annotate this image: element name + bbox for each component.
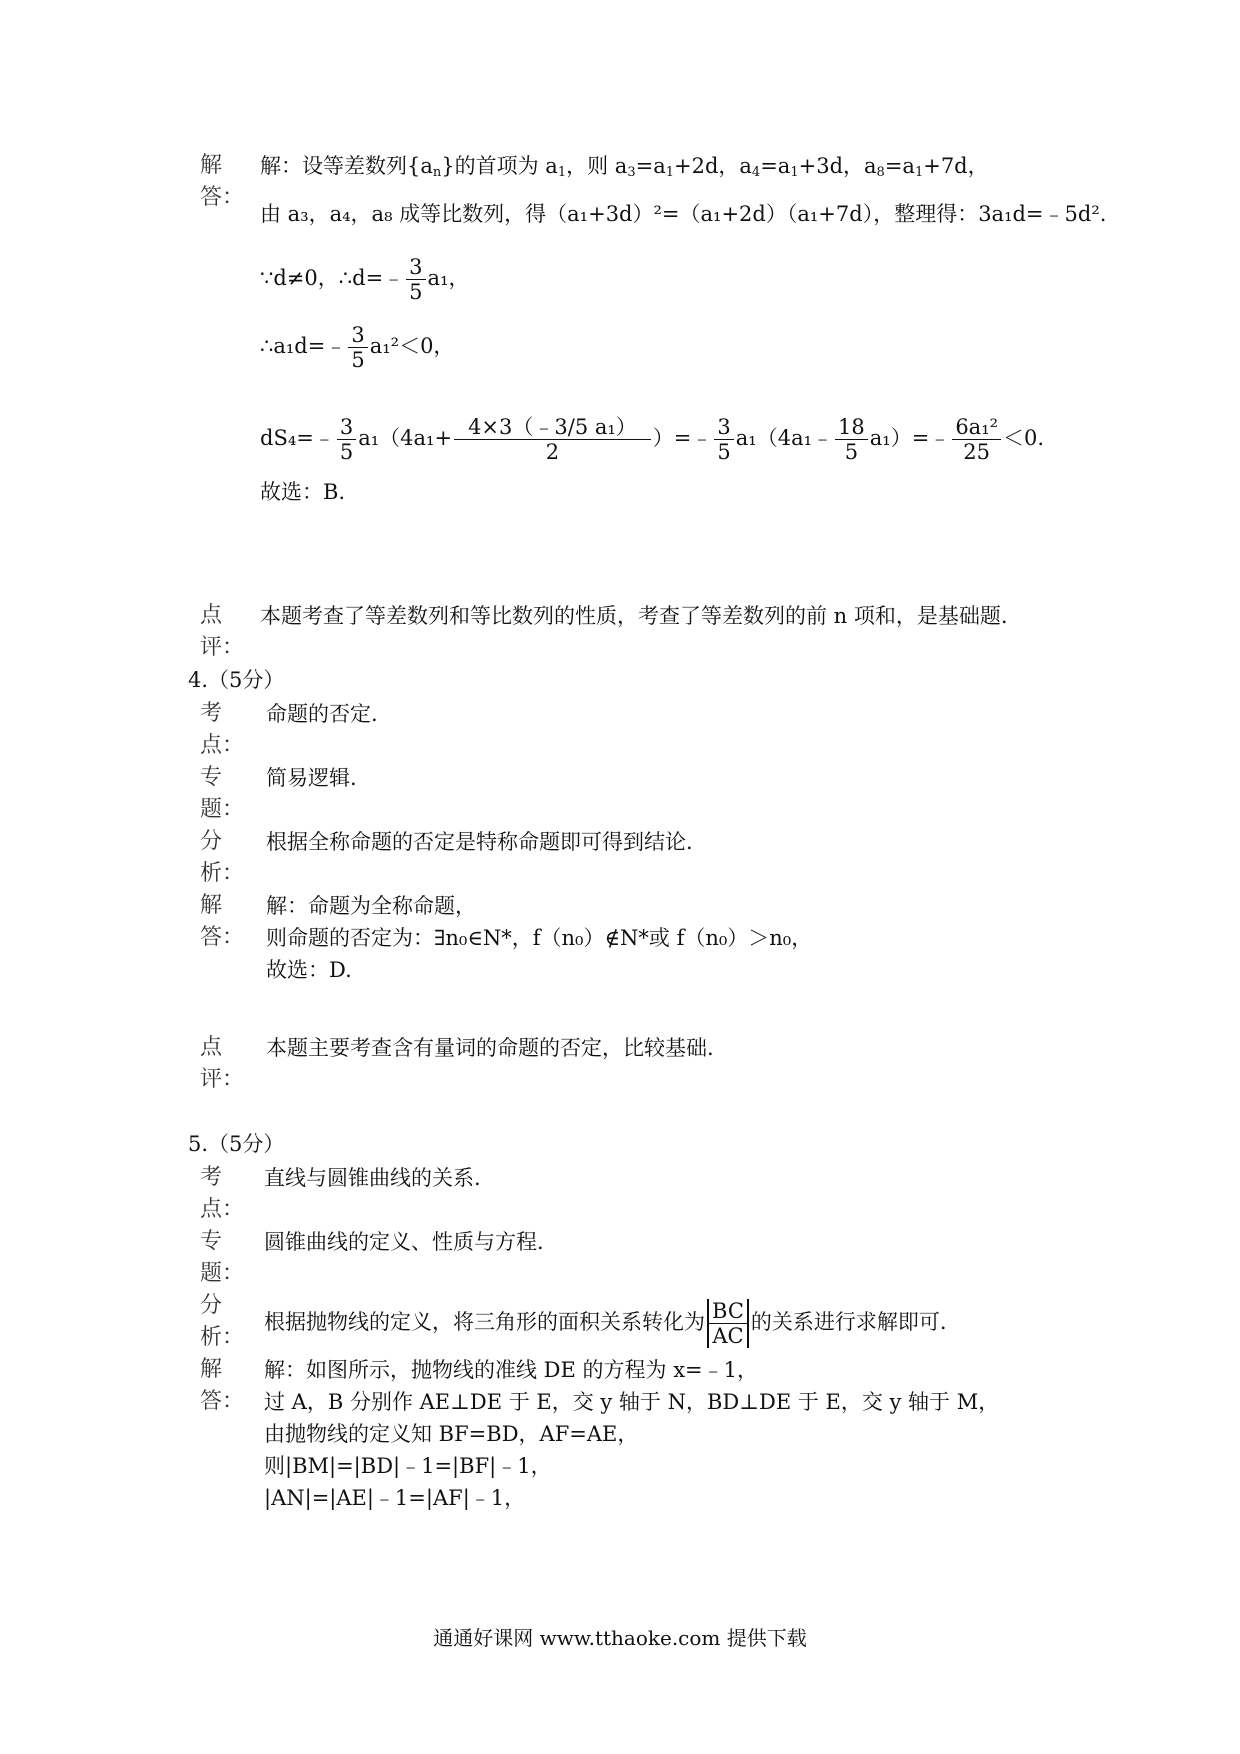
fraction: $\frac{3}{5}$ [337, 415, 356, 464]
q5-jieda-line-5: |AN|=|AE|﹣1=|AF|﹣1， [264, 1486, 526, 1510]
q5-zhuanti: 圆锥曲线的定义、性质与方程. [264, 1230, 544, 1254]
jieda-label: 解 答： [200, 893, 245, 950]
q4-header: 4.（5分） [188, 668, 285, 692]
q3-solution-line-3: ∵d≠0，∴d=﹣ $\frac{3}{5}$ a₁， [260, 255, 470, 304]
q5-jieda-line-1: 解：如图所示，抛物线的准线 DE 的方程为 x=﹣1， [264, 1358, 758, 1382]
fraction: $\frac{BC}{AC}$ [707, 1299, 749, 1348]
q5-jieda-line-4: 则|BM|=|BD|﹣1=|BF|﹣1， [264, 1454, 552, 1478]
fraction: $\frac{3}{5}$ [348, 323, 367, 372]
q4-dianping: 本题主要考查含有量词的命题的否定，比较基础. [266, 1036, 714, 1060]
fraction: $\frac{3}{5}$ [714, 415, 733, 464]
q3-solution-line-1: 解：设等差数列$\{a_n\}$的首项为 $a_1$，则 $a_3=a_1+2d$，$a_4=a_1+3d$，$a_8=a_1+7d$， [260, 154, 989, 180]
zhuanti-label: 专 题： [200, 765, 245, 822]
dianping-label: 点 评： [200, 1035, 245, 1092]
fraction: $\frac{\text{6a₁²}}{25}$ [952, 415, 1001, 464]
q3-solution-line-6: 故选：B. [260, 480, 346, 504]
comment-label: 点 评： [200, 603, 245, 660]
page-footer: 通通好课网 www.tthaoke.com 提供下载 [433, 1626, 807, 1650]
q5-header: 5.（5分） [188, 1132, 285, 1156]
jieda-label: 解 答： [200, 1357, 245, 1414]
q3-solution-line-4: ∴a₁d=﹣ $\frac{3}{5}$ a₁²＜0， [260, 323, 455, 372]
zhuanti-label: 专 题： [200, 1229, 245, 1286]
kaodian-label: 考 点： [200, 1165, 245, 1222]
kaodian-label: 考 点： [200, 701, 245, 758]
q5-fenxi: 根据抛物线的定义，将三角形的面积关系转化为 $\frac{BC}{AC}$ 的关系进行求解即可. [264, 1299, 947, 1348]
fenxi-label: 分 析： [200, 829, 245, 886]
fraction: $\frac{\text{4×3（﹣3/5 a₁）}}{2}$ [454, 415, 651, 464]
q3-solution-line-2: 由 a₃，a₄，a₈ 成等比数列，得（a₁+3d）²=（a₁+2d）（a₁+7d），整理得：3a₁d=﹣5d². [260, 202, 1107, 226]
q4-kaodian: 命题的否定. [266, 702, 378, 726]
q4-jieda-line-3: 故选：D. [266, 958, 352, 982]
q4-fenxi: 根据全称命题的否定是特称命题即可得到结论. [266, 830, 693, 854]
fraction: $\frac{18}{5}$ [835, 415, 868, 464]
q5-kaodian: 直线与圆锥曲线的关系. [264, 1166, 481, 1190]
q3-comment: 本题考查了等差数列和等比数列的性质，考查了等差数列的前 n 项和，是基础题. [260, 604, 1008, 628]
q3-solution-line-5: dS₄=﹣ $\frac{3}{5}$ a₁（4a₁+ $\frac{\text{4×3（﹣3/5 a₁）}}{2}$ ）=﹣ $\frac{3}{5}$ a₁（4a₁﹣ $\frac{18}{5}$ a₁）=﹣ $\frac{\text{6a₁²}}{25}$ ＜0. [260, 415, 1045, 464]
solution-label: 解 答： [200, 153, 245, 210]
q5-jieda-line-2: 过 A，B 分别作 AE⊥DE 于 E，交 y 轴于 N，BD⊥DE 于 E，交 y 轴于 M， [264, 1390, 1000, 1414]
fraction: $\frac{3}{5}$ [406, 255, 425, 304]
q5-jieda-line-3: 由抛物线的定义知 BF=BD，AF=AE， [264, 1422, 639, 1446]
fenxi-label: 分 析： [200, 1293, 245, 1350]
q4-jieda-line-1: 解：命题为全称命题， [266, 894, 476, 918]
q4-jieda-line-2: 则命题的否定为：∃n₀∈N*，f（n₀）∉N*或 f（n₀）＞n₀， [266, 926, 813, 950]
q4-zhuanti: 简易逻辑. [266, 766, 357, 790]
